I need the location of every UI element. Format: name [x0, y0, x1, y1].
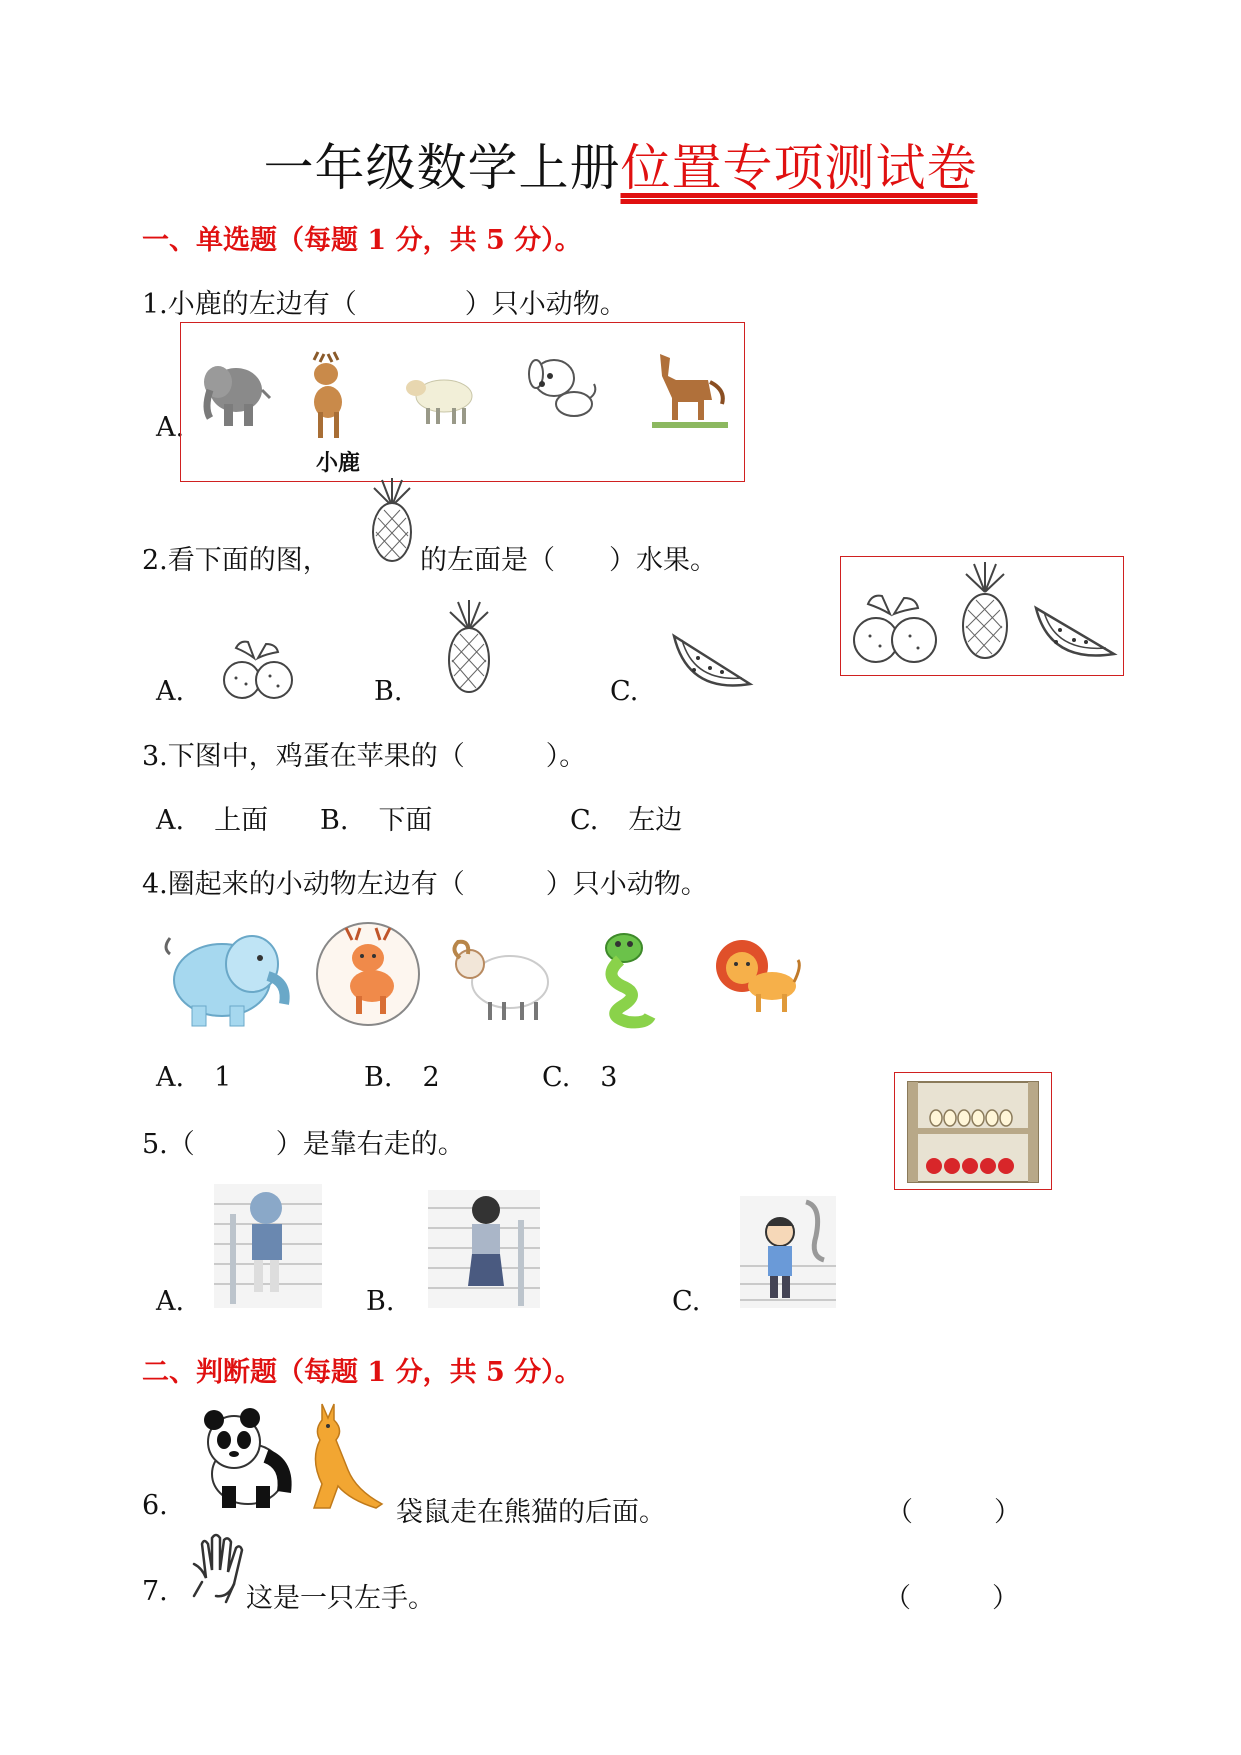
q4-option-a: [156, 1062, 231, 1093]
page-title: [0, 128, 1241, 200]
sheep-icon: [404, 372, 476, 428]
q7-answer-paren: （ ）: [884, 1583, 1019, 1614]
q4-option-a-letter: A.: [156, 1062, 185, 1093]
q2-option-b: B.: [374, 676, 403, 707]
q2-text-before: 2.看下面的图，: [142, 545, 330, 576]
q4-option-c: [542, 1062, 617, 1093]
q3-option-c: [570, 798, 682, 837]
q6-answer-paren: （ ）: [886, 1497, 1021, 1528]
hand-icon: [188, 1534, 250, 1604]
q7-text: 这是一只左手。: [246, 1583, 435, 1614]
q4-option-b-label: 2: [422, 1062, 440, 1093]
ram-icon: [448, 940, 552, 1024]
q6-number: 6.: [142, 1490, 168, 1521]
q6-text: 袋鼠走在熊猫的后面。: [396, 1497, 666, 1528]
q3-option-c-label: 左边: [628, 805, 683, 836]
horse-icon: [648, 350, 732, 434]
q5-option-a: A.: [156, 1286, 185, 1317]
q2-text-after: 的左面是（ ）水果。: [420, 545, 717, 576]
q7-number: 7.: [142, 1576, 168, 1607]
child-stairs-c-icon: [740, 1196, 836, 1308]
q5-text: 5.（ ）是靠右走的。: [142, 1129, 465, 1160]
elephant-color-icon: [160, 924, 294, 1028]
q3-option-a: [156, 798, 268, 837]
watermelon-box-icon: [1030, 600, 1118, 670]
dog-icon: [522, 354, 598, 426]
child-stairs-b-icon: [428, 1190, 540, 1308]
lychee-box-icon: [848, 592, 948, 668]
q3-text: 3.下图中，鸡蛋在苹果的（ ）。: [142, 741, 587, 772]
q1-option-a: A.: [156, 412, 185, 443]
watermelon-icon: [668, 628, 754, 700]
panda-icon: [192, 1404, 298, 1510]
q3-option-b-label: 下面: [378, 805, 433, 836]
q5-option-b: B.: [366, 1286, 395, 1317]
pineapple-icon: [440, 600, 498, 696]
deer-icon: [298, 352, 358, 444]
lion-icon: [712, 936, 804, 1016]
elephant-icon: [196, 352, 268, 432]
q4-option-b: [364, 1062, 440, 1093]
snake-icon: [592, 930, 656, 1026]
pineapple-inline-icon: [364, 478, 420, 564]
q4-option-c-label: 3: [600, 1062, 618, 1093]
q1-text: 1.小鹿的左边有（ ）只小动物。: [142, 289, 627, 320]
q3-option-a-letter: A.: [156, 805, 185, 836]
title-red: 位置专项测试卷: [620, 139, 978, 197]
section-2-heading: 二、判断题（每题 1 分，共 5 分）。: [142, 1357, 582, 1388]
shelf-icon: [906, 1080, 1040, 1184]
section-1-heading: 一、单选题（每题 1 分，共 5 分）。: [142, 225, 582, 256]
kangaroo-icon: [300, 1400, 386, 1512]
q4-text: 4.圈起来的小动物左边有（ ）只小动物。: [142, 869, 708, 900]
pineapple-box-icon: [954, 562, 1016, 662]
deer-caption: 小鹿: [316, 451, 361, 476]
q4-option-b-letter: B.: [364, 1062, 393, 1093]
lychee-icon: [218, 638, 302, 702]
q5-option-c: C.: [672, 1286, 701, 1317]
q4-option-a-label: 1: [214, 1062, 232, 1093]
q4-option-c-letter: C.: [542, 1062, 571, 1093]
q2-option-a: A.: [156, 676, 185, 707]
q3-option-b-letter: B.: [320, 805, 349, 836]
deer-circled-icon: [314, 920, 422, 1028]
q3-option-b: [320, 798, 432, 837]
q3-option-a-label: 上面: [214, 805, 269, 836]
child-stairs-a-icon: [214, 1184, 322, 1308]
q3-option-c-letter: C.: [570, 805, 599, 836]
q2-option-c: C.: [610, 676, 639, 707]
title-black: 一年级数学上册: [263, 139, 621, 197]
